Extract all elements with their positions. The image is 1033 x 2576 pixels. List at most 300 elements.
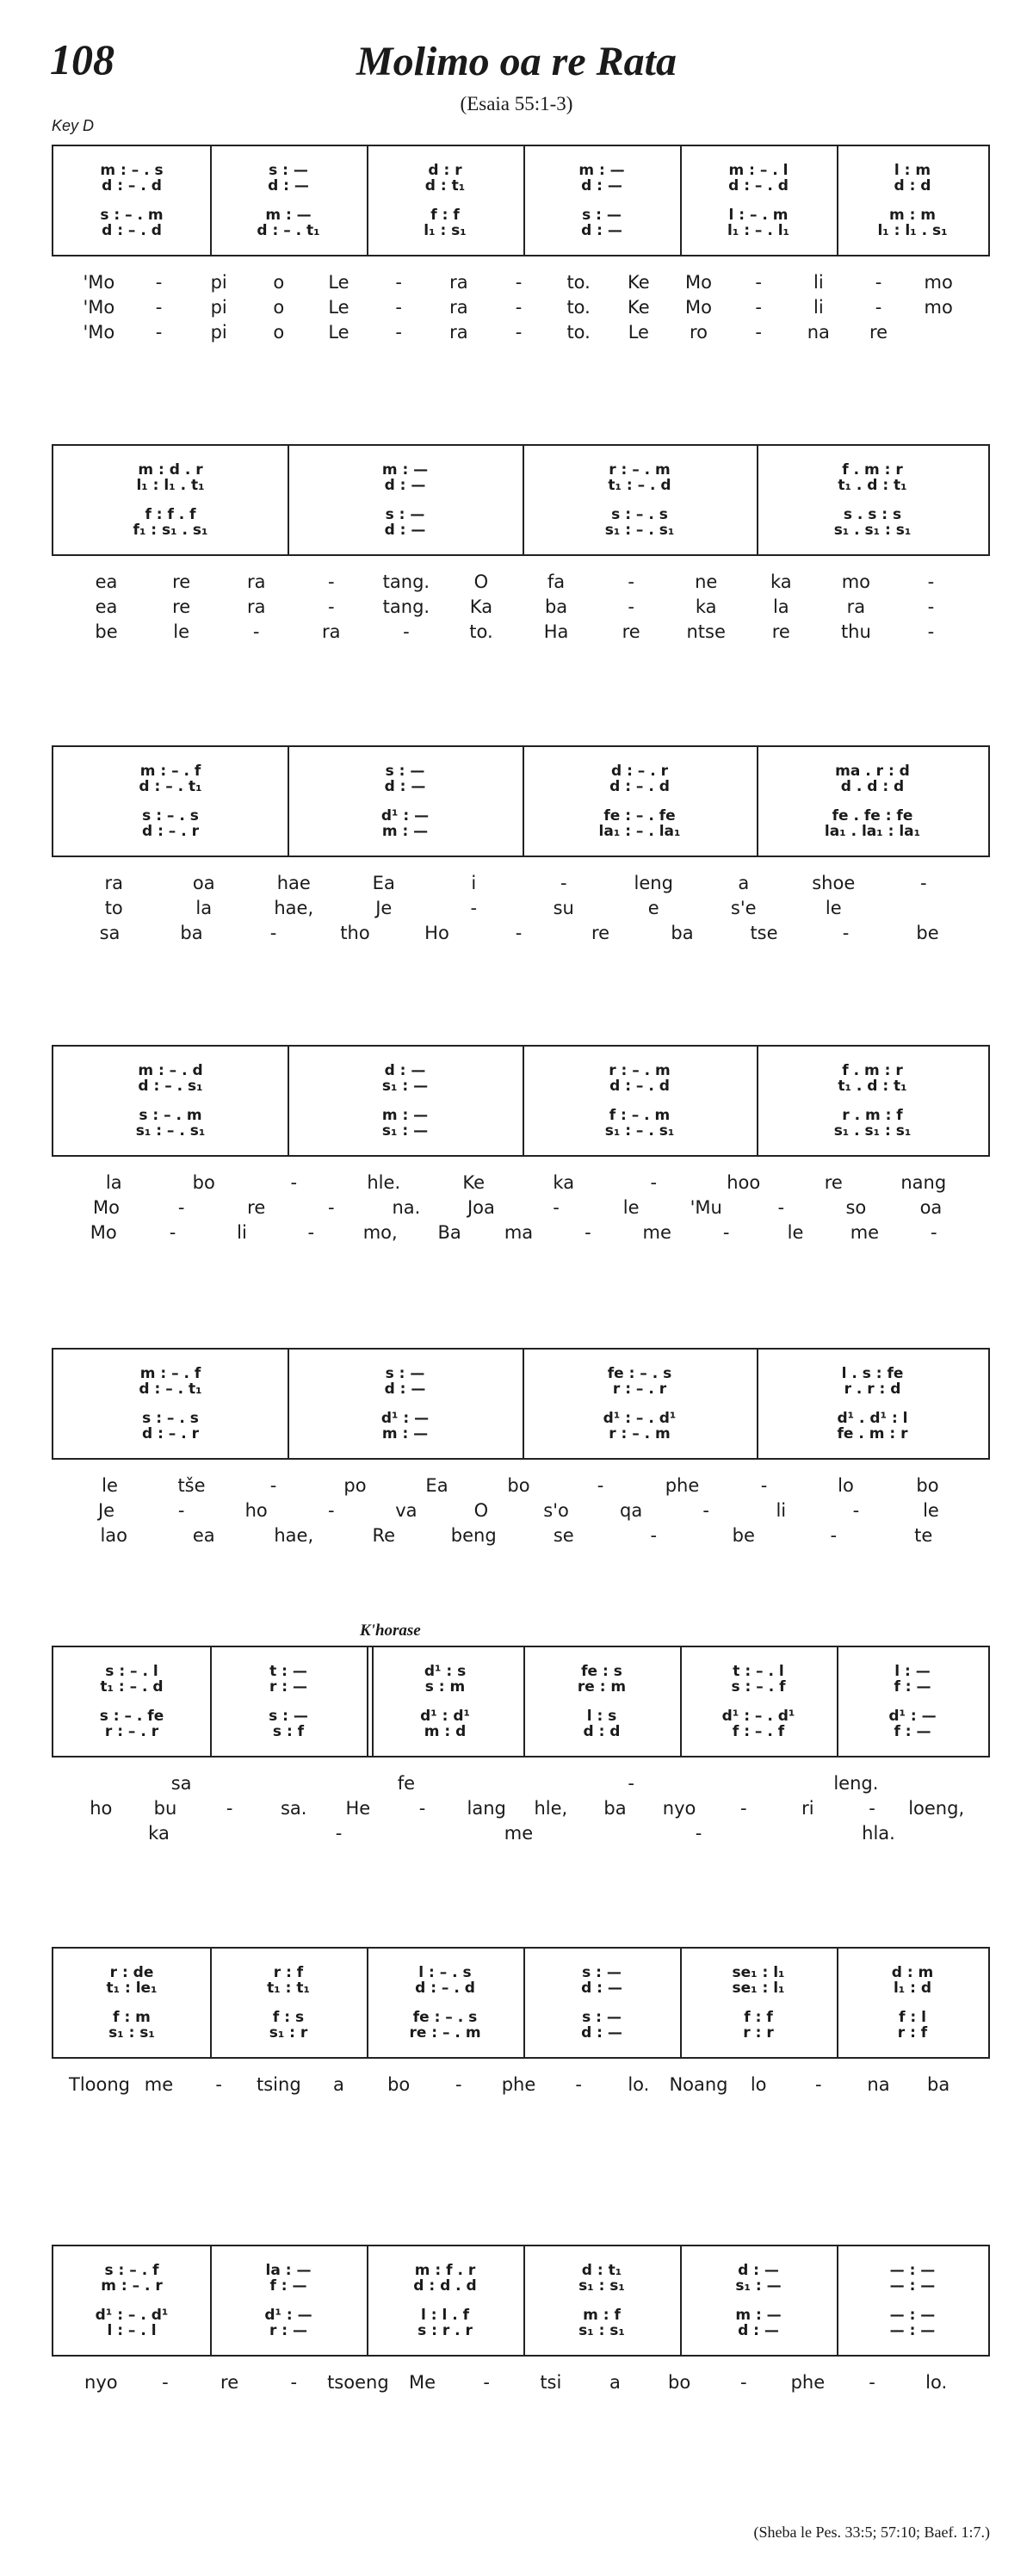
note-cell: t₁ : – . d [100, 1678, 164, 1696]
note-cell: d : — [738, 2262, 779, 2279]
lyric-syllable: - [328, 1500, 335, 1521]
note-cell: d : m [891, 1964, 934, 1981]
lyric-syllable: ba [603, 1798, 627, 1819]
lyric-syllable: Ba [437, 1222, 461, 1243]
note-cell: d : – . r [142, 1425, 199, 1442]
note-cell: — : — [889, 2262, 936, 2279]
lyric-syllable: nyo [662, 1798, 696, 1819]
note-cell: s : – . s [142, 1410, 199, 1427]
lyric-syllable: ka [770, 571, 792, 592]
lyric-syllable: tang. [382, 571, 430, 592]
note-cell: f₁ : s₁ . s₁ [133, 522, 208, 539]
lyric-syllable: thu [840, 621, 871, 642]
lyric-syllable: se [553, 1525, 574, 1546]
note-cell: l : – . l [107, 2322, 157, 2339]
voice-row-2 [53, 1381, 988, 1401]
note-cell: fe : – . s [412, 2009, 478, 2026]
note-cell: t₁ : – . d [608, 477, 671, 494]
lyric-syllable: - [628, 571, 634, 592]
note-cell: m : — [381, 461, 429, 479]
note-cell: d¹ . d¹ : l [837, 1410, 908, 1427]
lyric-line-2 [0, 297, 1033, 322]
note-cell: r : – . r [104, 1723, 159, 1740]
note-cell: s₁ : – . s₁ [604, 522, 675, 539]
lyric-syllable: lang [467, 1798, 506, 1819]
note-cell: m : – . f [139, 1365, 201, 1382]
voice-row-4 [53, 1122, 988, 1143]
note-cell: s : – . m [139, 1107, 202, 1124]
lyric-syllable: 'Mu [690, 1197, 722, 1218]
note-cell: r : de [109, 1964, 154, 1981]
note-cell: m : — [265, 207, 312, 224]
lyrics-block-8 [0, 2372, 1033, 2397]
lyric-line-1 [0, 1475, 1033, 1500]
lyric-syllable: ba [180, 923, 203, 943]
note-cell: t₁ : le₁ [106, 1980, 158, 1997]
lyric-syllable: - [328, 571, 335, 592]
lyrics-block-1 [0, 272, 1033, 347]
note-cell: r : f [897, 2024, 928, 2042]
lyric-syllable: le [923, 1500, 939, 1521]
lyric-syllable: le [787, 1222, 804, 1243]
lyric-syllable: - [650, 1172, 658, 1193]
note-cell: d : – . r [611, 763, 668, 780]
lyric-syllable: me [642, 1222, 671, 1243]
lyric-syllable: - [875, 297, 882, 318]
lyric-syllable: hle. [367, 1172, 401, 1193]
note-cell: f : — [894, 1678, 931, 1696]
note-cell: r : — [269, 2322, 308, 2339]
note-cell: d¹ : d¹ [420, 1708, 470, 1725]
lyric-line-2 [0, 1798, 1033, 1823]
lyric-syllable: - [290, 2372, 298, 2393]
lyric-syllable: - [553, 1197, 560, 1218]
voice-row-2 [53, 2277, 988, 2298]
note-cell: d : — [384, 477, 426, 494]
lyric-syllable: - [869, 1798, 875, 1819]
note-cell: se₁ : l₁ [732, 1980, 785, 1997]
lyric-syllable: bo [387, 2074, 411, 2095]
lyric-syllable: Ea [425, 1475, 448, 1496]
note-cell: l₁ : l₁ . s₁ [877, 222, 948, 239]
lyric-syllable: - [403, 621, 410, 642]
lyric-syllable: ri [801, 1798, 814, 1819]
lyric-syllable: - [869, 2372, 875, 2393]
note-cell: la₁ . la₁ : la₁ [824, 823, 921, 840]
lyric-syllable: - [927, 596, 935, 617]
note-cell: m : — [381, 823, 429, 840]
note-cell: d : – . d [609, 778, 670, 795]
note-cell: s : – . f [104, 2262, 159, 2279]
note-cell: t₁ : t₁ [267, 1980, 310, 1997]
note-cell: s₁ : s₁ [578, 2277, 625, 2295]
lyric-line-2 [0, 1197, 1033, 1222]
note-cell: f : m [113, 2009, 151, 2026]
lyric-syllable: sa [99, 923, 121, 943]
note-cell: s : – . f [731, 1678, 786, 1696]
lyric-syllable: phe [790, 2372, 826, 2393]
lyric-syllable: - [722, 1222, 730, 1243]
note-cell: d : – . t₁ [257, 222, 320, 239]
lyric-syllable: sa [170, 1773, 192, 1794]
note-cell: m : f . r [414, 2262, 476, 2279]
lyrics-block-6 [0, 1773, 1033, 1848]
note-cell: m : — [735, 2307, 782, 2324]
lyric-syllable: Mo [685, 272, 712, 293]
lyric-line-2 [0, 898, 1033, 923]
lyric-syllable: re [622, 621, 640, 642]
lyric-syllable: e [647, 898, 659, 918]
lyric-syllable: ba [671, 923, 694, 943]
note-cell: s₁ : – . s₁ [135, 1122, 206, 1140]
lyric-syllable: - [455, 2074, 462, 2095]
lyric-syllable: - [418, 1798, 426, 1819]
chorus-label: K'horase [360, 1622, 421, 1640]
lyric-syllable: mo [924, 297, 953, 318]
lyric-syllable: - [931, 1222, 937, 1243]
lyric-syllable: - [215, 2074, 222, 2095]
lyric-syllable: re [220, 2372, 239, 2393]
lyric-line-1 [0, 571, 1033, 596]
lyric-syllable: va [395, 1500, 418, 1521]
lyrics-block-5 [0, 1475, 1033, 1550]
note-cell: fe . fe : fe [832, 807, 913, 825]
note-cell: s : – . fe [99, 1708, 164, 1725]
note-cell: f : l [899, 2009, 926, 2026]
lyric-syllable: to. [566, 297, 591, 318]
lyric-syllable: s'o [543, 1500, 569, 1521]
lyric-syllable: ra [449, 297, 468, 318]
note-cell: d¹ : — [380, 1410, 430, 1427]
note-cell: — : — [889, 2307, 936, 2324]
hymn-title: Molimo oa re Rata [356, 39, 677, 84]
lyric-syllable: - [597, 1475, 604, 1496]
lyric-syllable: a [333, 2074, 344, 2095]
lyric-syllable: ho [90, 1798, 113, 1819]
note-cell: d : d [894, 177, 931, 195]
note-cell: s : — [582, 207, 622, 224]
lyric-syllable: Je [97, 1500, 115, 1521]
note-cell: r : – . m [609, 1425, 671, 1442]
music-system-7 [52, 1947, 990, 2059]
lyric-syllable: - [269, 923, 277, 943]
note-cell: s₁ : — [735, 2277, 782, 2295]
lyric-syllable: hoo [727, 1172, 761, 1193]
hymn-number: 108 [50, 35, 114, 83]
music-system-2 [52, 444, 990, 556]
note-cell: s : – . m [100, 207, 164, 224]
lyric-syllable: - [875, 272, 882, 293]
lyric-syllable: me [850, 1222, 880, 1243]
lyric-syllable: - [226, 1798, 233, 1819]
voice-row-4 [53, 823, 988, 843]
lyric-syllable: na [867, 2074, 890, 2095]
lyric-syllable: la [195, 898, 213, 918]
note-cell: l₁ : l₁ . t₁ [136, 477, 205, 494]
lyric-syllable: Je [375, 898, 393, 918]
lyric-syllable: o [273, 322, 285, 343]
note-cell: s₁ : r [269, 2024, 308, 2042]
voice-row-2 [53, 1678, 988, 1699]
lyric-syllable: ra [449, 322, 468, 343]
note-cell: re : m [577, 1678, 627, 1696]
lyric-syllable: hae [276, 873, 311, 893]
lyric-syllable: - [760, 1475, 768, 1496]
lyric-syllable: o [273, 272, 285, 293]
lyric-syllable: - [919, 873, 927, 893]
lyric-syllable: mo [924, 272, 953, 293]
lyric-syllable: Joa [467, 1197, 495, 1218]
note-cell: f : f [744, 2009, 773, 2026]
voice-row-4 [53, 1425, 988, 1446]
music-system-1 [52, 145, 990, 256]
note-cell: l₁ : s₁ [424, 222, 467, 239]
note-cell: s₁ : — [381, 1122, 429, 1140]
lyric-syllable: mo, [362, 1222, 398, 1243]
note-cell: d : — [384, 778, 426, 795]
lyric-syllable: 'Mo [83, 322, 115, 343]
lyric-syllable: le [102, 1475, 118, 1496]
lyric-syllable: me [144, 2074, 174, 2095]
lyric-syllable: 'Mo [83, 297, 115, 318]
note-cell: t : — [269, 1663, 307, 1680]
note-cell: d : — [581, 177, 622, 195]
note-cell: l : – . s [418, 1964, 472, 1981]
lyric-syllable: Ke [628, 297, 650, 318]
music-system-3 [52, 745, 990, 857]
lyric-syllable: re [771, 621, 790, 642]
lyric-syllable: - [777, 1197, 785, 1218]
note-cell: d : d . d [413, 2277, 477, 2295]
lyric-syllable: - [290, 1172, 298, 1193]
note-cell: s₁ . s₁ : s₁ [833, 1122, 912, 1140]
lyric-syllable: bo [507, 1475, 530, 1496]
note-cell: d¹ : s [424, 1663, 467, 1680]
music-system-5 [52, 1348, 990, 1460]
note-cell: d¹ : – . d¹ [603, 1410, 677, 1427]
lyric-syllable: - [695, 1823, 702, 1844]
note-cell: r : – . m [609, 461, 671, 479]
voice-row-4 [53, 2322, 988, 2343]
note-cell: s : — [582, 2009, 622, 2026]
note-cell: r : f [273, 1964, 304, 1981]
lyric-syllable: - [815, 2074, 822, 2095]
lyric-syllable: re [824, 1172, 843, 1193]
lyric-syllable: - [177, 1197, 185, 1218]
lyric-line-1 [0, 272, 1033, 297]
note-cell: m : – . s [100, 162, 164, 179]
note-cell: l : l . f [421, 2307, 469, 2324]
note-cell: d : — [268, 177, 309, 195]
lyric-syllable: - [628, 596, 634, 617]
note-cell: s : — [385, 506, 425, 523]
lyric-syllable: tsoeng [327, 2372, 389, 2393]
lyric-syllable: - [515, 923, 523, 943]
lyrics-block-2 [0, 571, 1033, 646]
lyric-syllable: ra [322, 621, 341, 642]
lyric-syllable: fe [397, 1773, 416, 1794]
lyric-syllable: li [813, 297, 824, 318]
lyric-syllable: li [237, 1222, 247, 1243]
lyric-syllable: po [343, 1475, 367, 1496]
note-cell: la₁ : – . la₁ [598, 823, 681, 840]
lyric-syllable: te [914, 1525, 933, 1546]
note-cell: d . d : d [840, 778, 905, 795]
lyric-syllable: tho [340, 923, 370, 943]
note-cell: l₁ : – . l₁ [727, 222, 789, 239]
lyric-syllable: lo [838, 1475, 854, 1496]
note-cell: fe : – . fe [603, 807, 676, 825]
note-cell: m : – . f [139, 763, 201, 780]
music-system-4 [52, 1045, 990, 1157]
note-cell: r : – . r [612, 1381, 667, 1398]
music-system-6 [52, 1646, 990, 1757]
lyric-syllable: - [755, 272, 762, 293]
note-cell: s : r . r [418, 2322, 473, 2339]
note-cell: s : – . l [105, 1663, 158, 1680]
lyric-syllable: - [155, 297, 163, 318]
note-cell: ma . r : d [835, 763, 910, 780]
lyric-syllable: ra [104, 873, 123, 893]
note-cell: d : – . r [142, 823, 199, 840]
voice-row-2 [53, 177, 988, 198]
lyric-syllable: le [622, 1197, 640, 1218]
voice-row-4 [53, 522, 988, 542]
lyric-syllable: - [470, 898, 478, 918]
lyric-line-1 [0, 2372, 1033, 2397]
note-cell: s : – . s [611, 506, 668, 523]
lyric-syllable: na. [392, 1197, 421, 1218]
lyric-syllable: - [395, 322, 402, 343]
note-cell: l . s : fe [841, 1365, 904, 1382]
lyric-syllable: Ke [462, 1172, 486, 1193]
lyric-syllable: la [105, 1172, 122, 1193]
lyric-syllable: Le [328, 322, 349, 343]
lyric-syllable: oa [192, 873, 215, 893]
lyric-syllable: nang [900, 1172, 947, 1193]
lyric-syllable: Ke [628, 272, 650, 293]
lyric-syllable: su [553, 898, 574, 918]
note-cell: s₁ : s₁ [108, 2024, 155, 2042]
lyric-syllable: ka [553, 1172, 575, 1193]
note-cell: d : – . d [415, 1980, 475, 1997]
note-cell: d : r [428, 162, 462, 179]
note-cell: s₁ : – . s₁ [604, 1122, 675, 1140]
lyric-syllable: - [252, 621, 260, 642]
lyric-syllable: pi [210, 272, 227, 293]
note-cell: d¹ : — [264, 2307, 312, 2324]
note-cell: d : — [384, 1062, 426, 1079]
lyric-syllable: - [755, 297, 762, 318]
lyric-syllable: tše [177, 1475, 206, 1496]
lyric-syllable: ro [689, 322, 708, 343]
note-cell: d : – . t₁ [139, 778, 202, 795]
note-cell: f : s [272, 2009, 305, 2026]
note-cell: la : — [265, 2262, 312, 2279]
cross-reference-footer: (Sheba le Pes. 33:5; 57:10; Baef. 1:7.) [753, 2523, 990, 2541]
note-cell: m : – . r [101, 2277, 163, 2295]
lyric-syllable: me [504, 1823, 534, 1844]
lyric-syllable: lao [100, 1525, 128, 1546]
note-cell: f : — [269, 2277, 307, 2295]
lyric-syllable: - [155, 322, 163, 343]
lyric-syllable: Mo [93, 1197, 121, 1218]
lyric-syllable: le [825, 898, 842, 918]
note-cell: m : d [424, 1723, 467, 1740]
note-cell: s₁ : — [381, 1078, 429, 1095]
lyric-syllable: ea [95, 571, 118, 592]
note-cell: f : – . m [609, 1107, 671, 1124]
lyric-syllable: be [732, 1525, 755, 1546]
note-cell: s : f [272, 1723, 305, 1740]
lyric-line-1 [0, 873, 1033, 898]
lyric-syllable: - [307, 1222, 315, 1243]
note-cell: d : – . d [609, 1078, 670, 1095]
note-cell: l : — [894, 1663, 931, 1680]
note-cell: f : – . f [732, 1723, 785, 1740]
note-cell: d : – . s₁ [138, 1078, 203, 1095]
lyric-syllable: lo [750, 2074, 767, 2095]
lyric-syllable: ma [504, 1222, 534, 1243]
note-cell: d¹ : — [888, 1708, 937, 1725]
note-cell: d : — [581, 1980, 622, 1997]
note-cell: s . s : s [843, 506, 902, 523]
note-cell: r : – . m [609, 1062, 671, 1079]
lyric-syllable: tsi [540, 2372, 562, 2393]
lyric-syllable: re [172, 571, 191, 592]
lyric-syllable: - [628, 1773, 634, 1794]
lyric-syllable: la [772, 596, 789, 617]
lyric-line-1 [0, 2074, 1033, 2099]
lyric-syllable: ra [246, 571, 266, 592]
lyric-syllable: ea [95, 596, 118, 617]
note-cell: f : — [894, 1723, 931, 1740]
lyric-syllable: le [173, 621, 189, 642]
note-cell: r : r [743, 2024, 774, 2042]
note-cell: l : m [894, 162, 931, 179]
lyric-syllable: - [395, 272, 402, 293]
note-cell: m : – . d [138, 1062, 203, 1079]
note-cell: m : — [381, 1107, 429, 1124]
lyric-syllable: - [515, 297, 523, 318]
lyric-syllable: - [830, 1525, 838, 1546]
lyric-syllable: O [473, 1500, 489, 1521]
music-system-8 [52, 2245, 990, 2357]
note-cell: d : – . d [102, 222, 162, 239]
lyric-syllable: be [916, 923, 939, 943]
note-cell: fe : s [581, 1663, 622, 1680]
note-cell: d : — [581, 222, 622, 239]
lyric-syllable: fa [547, 571, 566, 592]
voice-row-2 [53, 1980, 988, 2000]
note-cell: m : m [888, 207, 937, 224]
lyric-syllable: beng [450, 1525, 497, 1546]
lyric-syllable: ra [846, 596, 866, 617]
lyric-syllable: to [104, 898, 123, 918]
lyric-syllable: - [852, 1500, 860, 1521]
lyric-syllable: ka [148, 1823, 170, 1844]
lyric-syllable: ba [927, 2074, 950, 2095]
note-cell: s : — [269, 1708, 308, 1725]
lyric-syllable: - [515, 272, 523, 293]
lyric-syllable: - [739, 2372, 747, 2393]
note-cell: d¹ : – . d¹ [721, 1708, 795, 1725]
lyric-syllable: Re [372, 1525, 396, 1546]
lyric-syllable: Ka [469, 596, 493, 617]
note-cell: l : s [586, 1708, 617, 1725]
lyric-syllable: bu [153, 1798, 177, 1819]
note-cell: t₁ . d : t₁ [838, 477, 907, 494]
